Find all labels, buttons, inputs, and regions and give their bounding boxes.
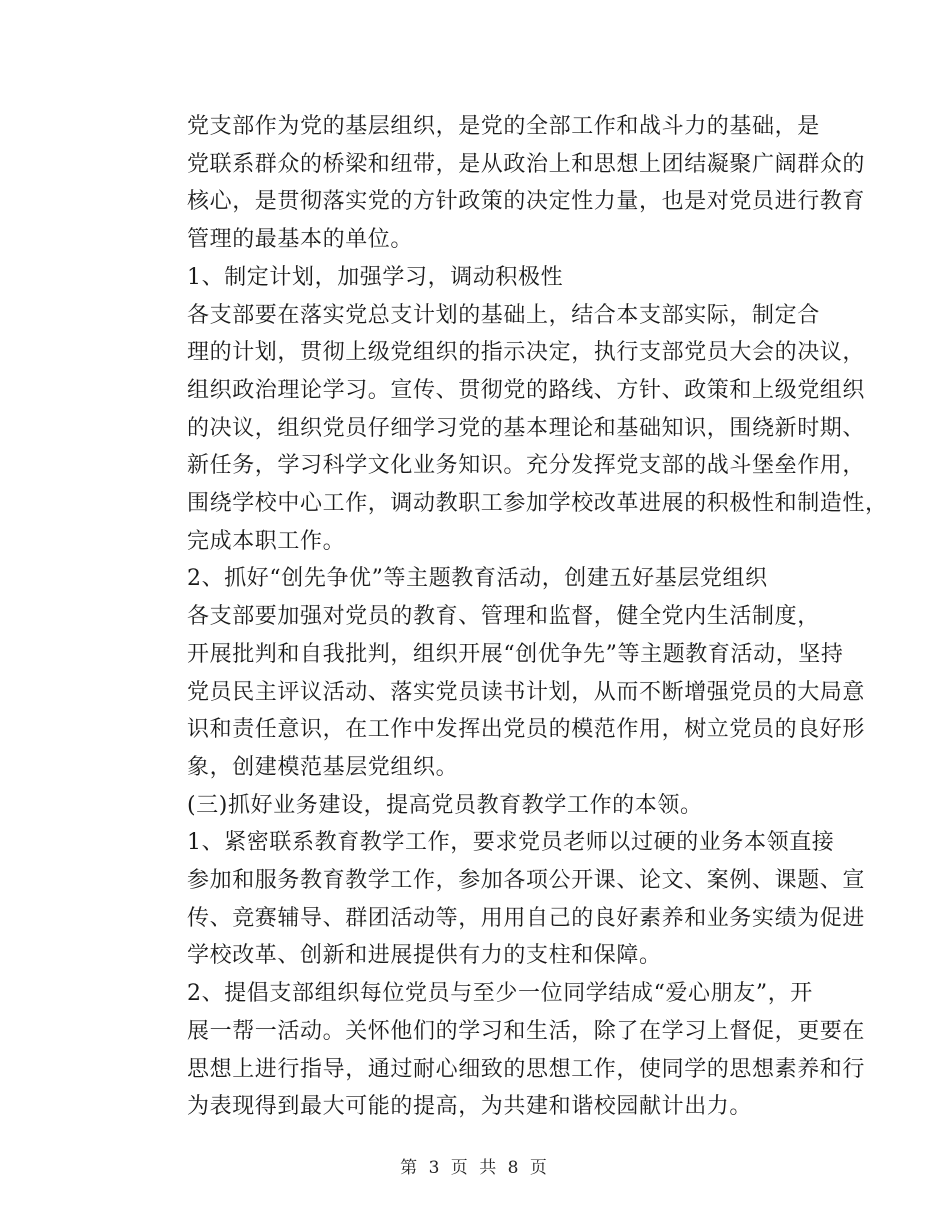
text-line: 参加和服务教育教学工作，参加各项公开课、论文、案例、课题、宣 <box>187 868 866 894</box>
document-body <box>143 108 888 1126</box>
text-line: 学校改革、创新和进展提供有力的支柱和保障。 <box>187 943 662 969</box>
text-line: 党支部作为党的基层组织，是党的全部工作和战斗力的基础，是 <box>187 114 820 139</box>
page-number-footer: 第 3 页 共 8 页 <box>400 1158 550 1178</box>
text-line: 核心，是贯彻落实党的方针政策的决定性力量，也是对党员进行教育 <box>187 189 866 215</box>
text-line: 党员民主评议活动、落实党员读书计划，从而不断增强党员的大局意 <box>187 679 866 705</box>
text-line: 象，创建模范基层党组织。 <box>187 754 459 780</box>
text-line: 党联系群众的桥梁和纽带，是从政治上和思想上团结凝聚广阔群众的 <box>187 151 866 177</box>
text-line: 围绕学校中心工作，调动教职工参加学校改革进展的积极性和制造性， <box>187 491 888 517</box>
text-line: 各支部要在落实党总支计划的基础上，结合本支部实际，制定合 <box>187 302 820 328</box>
section-heading-2 <box>143 560 808 598</box>
heading-text: 2、抓好“创先争优”等主题教育活动，创建五好基层党组织 <box>187 566 768 592</box>
paragraph-intro <box>143 108 866 259</box>
paragraph-study <box>143 297 888 561</box>
text-line: 开展批判和自我批判，组织开展“创优争先”等主题教育活动，坚持 <box>187 641 844 667</box>
text-line: 管理的最基本的单位。 <box>187 227 414 253</box>
heading-text: (三)抓好业务建设，提高党员教育教学工作的本领。 <box>187 792 703 818</box>
text-line: 完成本职工作。 <box>187 528 346 554</box>
paragraph-supervision <box>143 598 866 787</box>
paragraph-teaching <box>143 824 866 975</box>
text-line: 2、提倡支部组织每位党员与至少一位同学结成“爱心朋友”，开 <box>187 981 813 1007</box>
text-line: 传、竞赛辅导、群团活动等，用用自己的良好素养和业务实绩为促进 <box>187 905 866 931</box>
paragraph-mentoring <box>143 975 866 1126</box>
heading-text: 1、制定计划，加强学习，调动积极性 <box>187 264 564 290</box>
section-heading-3 <box>143 787 808 825</box>
text-line: 思想上进行指导，通过耐心细致的思想工作，使同学的思想素养和行 <box>187 1056 866 1082</box>
text-line: 为表现得到最大可能的提高，为共建和谐校园献计出力。 <box>187 1094 753 1120</box>
text-line: 展一帮一活动。关怀他们的学习和生活，除了在学习上督促，更要在 <box>187 1018 866 1044</box>
text-line: 1、紧密联系教育教学工作，要求党员老师以过硬的业务本领直接 <box>187 830 835 856</box>
text-line: 组织政治理论学习。宣传、贯彻党的路线、方针、政策和上级党组织 <box>187 377 866 403</box>
text-line: 的决议，组织党员仔细学习党的基本理论和基础知识，围绕新时期、 <box>187 415 866 441</box>
text-line: 新任务，学习科学文化业务知识。充分发挥党支部的战斗堡垒作用， <box>187 453 866 479</box>
text-line: 理的计划，贯彻上级党组织的指示决定，执行支部党员大会的决议， <box>187 340 866 366</box>
text-line: 各支部要加强对党员的教育、管理和监督，健全党内生活制度， <box>187 604 820 630</box>
section-heading-1 <box>143 259 808 297</box>
text-line: 识和责任意识，在工作中发挥出党员的模范作用，树立党员的良好形 <box>187 717 866 743</box>
